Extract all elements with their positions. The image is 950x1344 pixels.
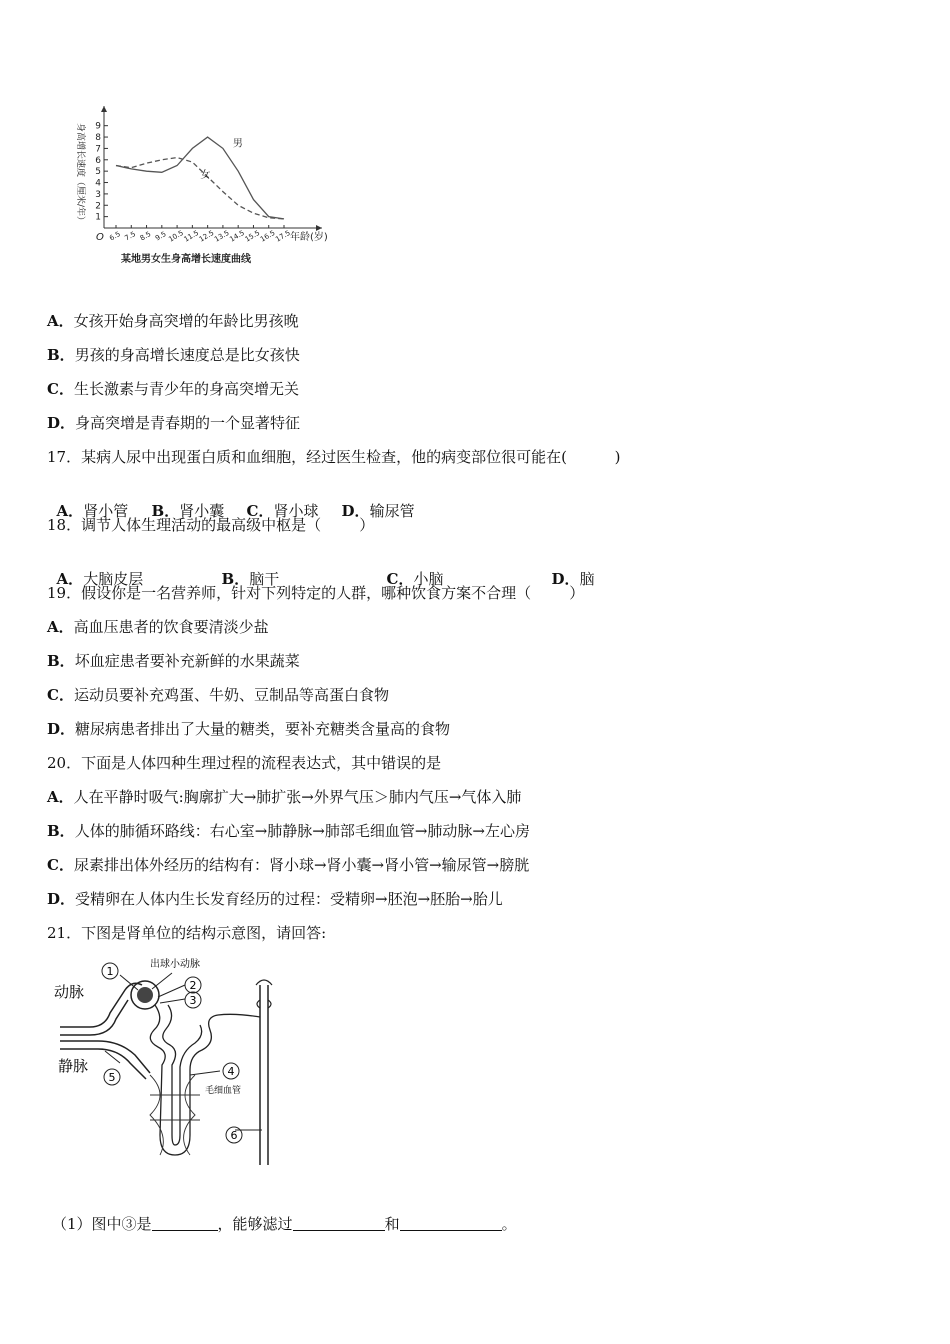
svg-text:2: 2: [189, 979, 197, 992]
chart-text: [75, 122, 328, 265]
q18-options: A．大脑皮层 B．脑干 C．小脑 D．脑: [56, 570, 595, 588]
origin-label: O: [96, 232, 104, 243]
label-6: [226, 1127, 242, 1143]
x-tick-label: 17.5: [274, 228, 292, 244]
q20-stem: 20．下面是人体四种生理过程的流程表达式，其中错误的是: [47, 754, 442, 772]
x-tick-label: 7.5: [123, 230, 138, 243]
q17-stem: 17．某病人尿中出现蛋白质和血细胞，经过医生检查，他的病变部位很可能在( ): [47, 448, 621, 466]
nephron-diagram: [50, 955, 295, 1177]
q21-sub1: （1）图中③是 ，能够滤过 和 。: [52, 1215, 517, 1233]
q20-option-c: C．尿素排出体外经历的结构有：肾小球→肾小囊→肾小管→输尿管→膀胱: [47, 856, 530, 874]
y-tick-label: 2: [95, 201, 101, 212]
q16-option-d: D．身高突增是青春期的一个显著特征: [47, 414, 301, 432]
collecting-duct: [260, 985, 268, 1165]
label-5: [104, 1069, 120, 1085]
y-tick-label: 3: [95, 189, 101, 200]
svg-text:3: 3: [189, 994, 197, 1007]
x-tick-label: 6.5: [108, 230, 122, 243]
q19-option-c: C．运动员要补充鸡蛋、牛奶、豆制品等高蛋白食物: [47, 686, 389, 704]
label-4: [223, 1063, 239, 1079]
y-tick-label: 6: [95, 155, 101, 166]
x-tick-label: 13.5: [213, 228, 231, 244]
answer-blank-1[interactable]: [152, 1215, 218, 1231]
x-axis-label: 年龄(岁): [290, 232, 328, 243]
height-growth-chart: [62, 100, 344, 276]
svg-text:5: 5: [108, 1071, 116, 1084]
q19-option-a: A．高血压患者的饮食要清淡少盐: [47, 618, 269, 636]
label-3: [185, 992, 201, 1008]
collecting-duct-top: [256, 980, 272, 1008]
answer-blank-2[interactable]: [293, 1215, 385, 1231]
renal-tubule: [150, 1005, 260, 1155]
svg-text:1: 1: [106, 965, 114, 978]
q16-option-c: C．生长激素与青少年的身高突增无关: [47, 380, 299, 398]
efferent-arteriole-label: 出球小动脉: [150, 959, 200, 970]
x-tick-label: 16.5: [258, 228, 277, 244]
vein-label: 静脉: [58, 1057, 89, 1075]
y-tick-label: 7: [95, 144, 101, 155]
y-tick-label: 1: [95, 212, 101, 223]
y-tick-label: 9: [95, 121, 101, 132]
x-tick-label: 14.5: [228, 228, 246, 244]
x-tick-label: 9.5: [153, 230, 168, 243]
x-tick-label: 8.5: [138, 230, 153, 243]
q21-stem: 21．下图是肾单位的结构示意图，请回答:: [47, 924, 327, 942]
chart-title: 某地男女生身高增长速度曲线: [121, 254, 251, 265]
q17-options: A．肾小管 B．肾小囊 C．肾小球 D．输尿管: [56, 502, 415, 520]
series-label-male: 男: [232, 138, 243, 150]
x-tick-label: 11.5: [182, 228, 201, 244]
y-tick-label: 5: [95, 167, 101, 178]
capillary-label: 毛细血管: [205, 1086, 242, 1096]
chart-axes: [101, 106, 322, 231]
q19-option-d: D．糖尿病患者排出了大量的糖类，要补充糖类含量高的食物: [47, 720, 451, 738]
x-tick-label: 10.5: [167, 228, 185, 244]
y-tick-label: 4: [95, 178, 101, 189]
x-axis-arrow: [316, 225, 322, 231]
peritubular-capillary: [150, 1075, 200, 1155]
series-line-female: [116, 158, 284, 219]
y-tick-label: 8: [95, 133, 101, 144]
svg-text:4: 4: [227, 1065, 235, 1078]
svg-text:6: 6: [230, 1129, 238, 1142]
q18-stem: 18．调节人体生理活动的最高级中枢是（ ）: [47, 516, 375, 534]
q20-option-b: B．人体的肺循环路线：右心室→肺静脉→肺部毛细血管→肺动脉→左心房: [47, 822, 530, 840]
label-2: [185, 977, 201, 993]
q19-stem: 19．假设你是一名营养师，针对下列特定的人群，哪种饮食方案不合理（ ）: [47, 584, 585, 602]
q16-option-b: B．男孩的身高增长速度总是比女孩快: [47, 346, 300, 364]
answer-blank-3[interactable]: [400, 1215, 502, 1231]
q20-option-d: D．受精卵在人体内生长发育经历的过程：受精卵→胚泡→胚胎→胎儿: [47, 890, 503, 908]
series-label-female: 女: [200, 170, 211, 182]
glomerulus: [137, 987, 153, 1003]
artery-label: 动脉: [54, 983, 85, 1001]
y-axis-arrow: [101, 106, 107, 112]
q20-option-a: A．人在平静时吸气:胸廓扩大→肺扩张→外界气压＞肺内气压→气体入肺: [47, 788, 522, 806]
x-tick-label: 15.5: [243, 228, 262, 244]
q19-option-b: B．坏血症患者要补充新鲜的水果蔬菜: [47, 652, 300, 670]
x-tick-label: 12.5: [197, 228, 216, 244]
q16-option-a: A．女孩开始身高突增的年龄比男孩晚: [47, 312, 299, 330]
label-1: [102, 963, 118, 979]
leader-lines: [105, 973, 262, 1130]
y-axis-label: 身高增长速度（厘米/年）: [75, 122, 85, 226]
